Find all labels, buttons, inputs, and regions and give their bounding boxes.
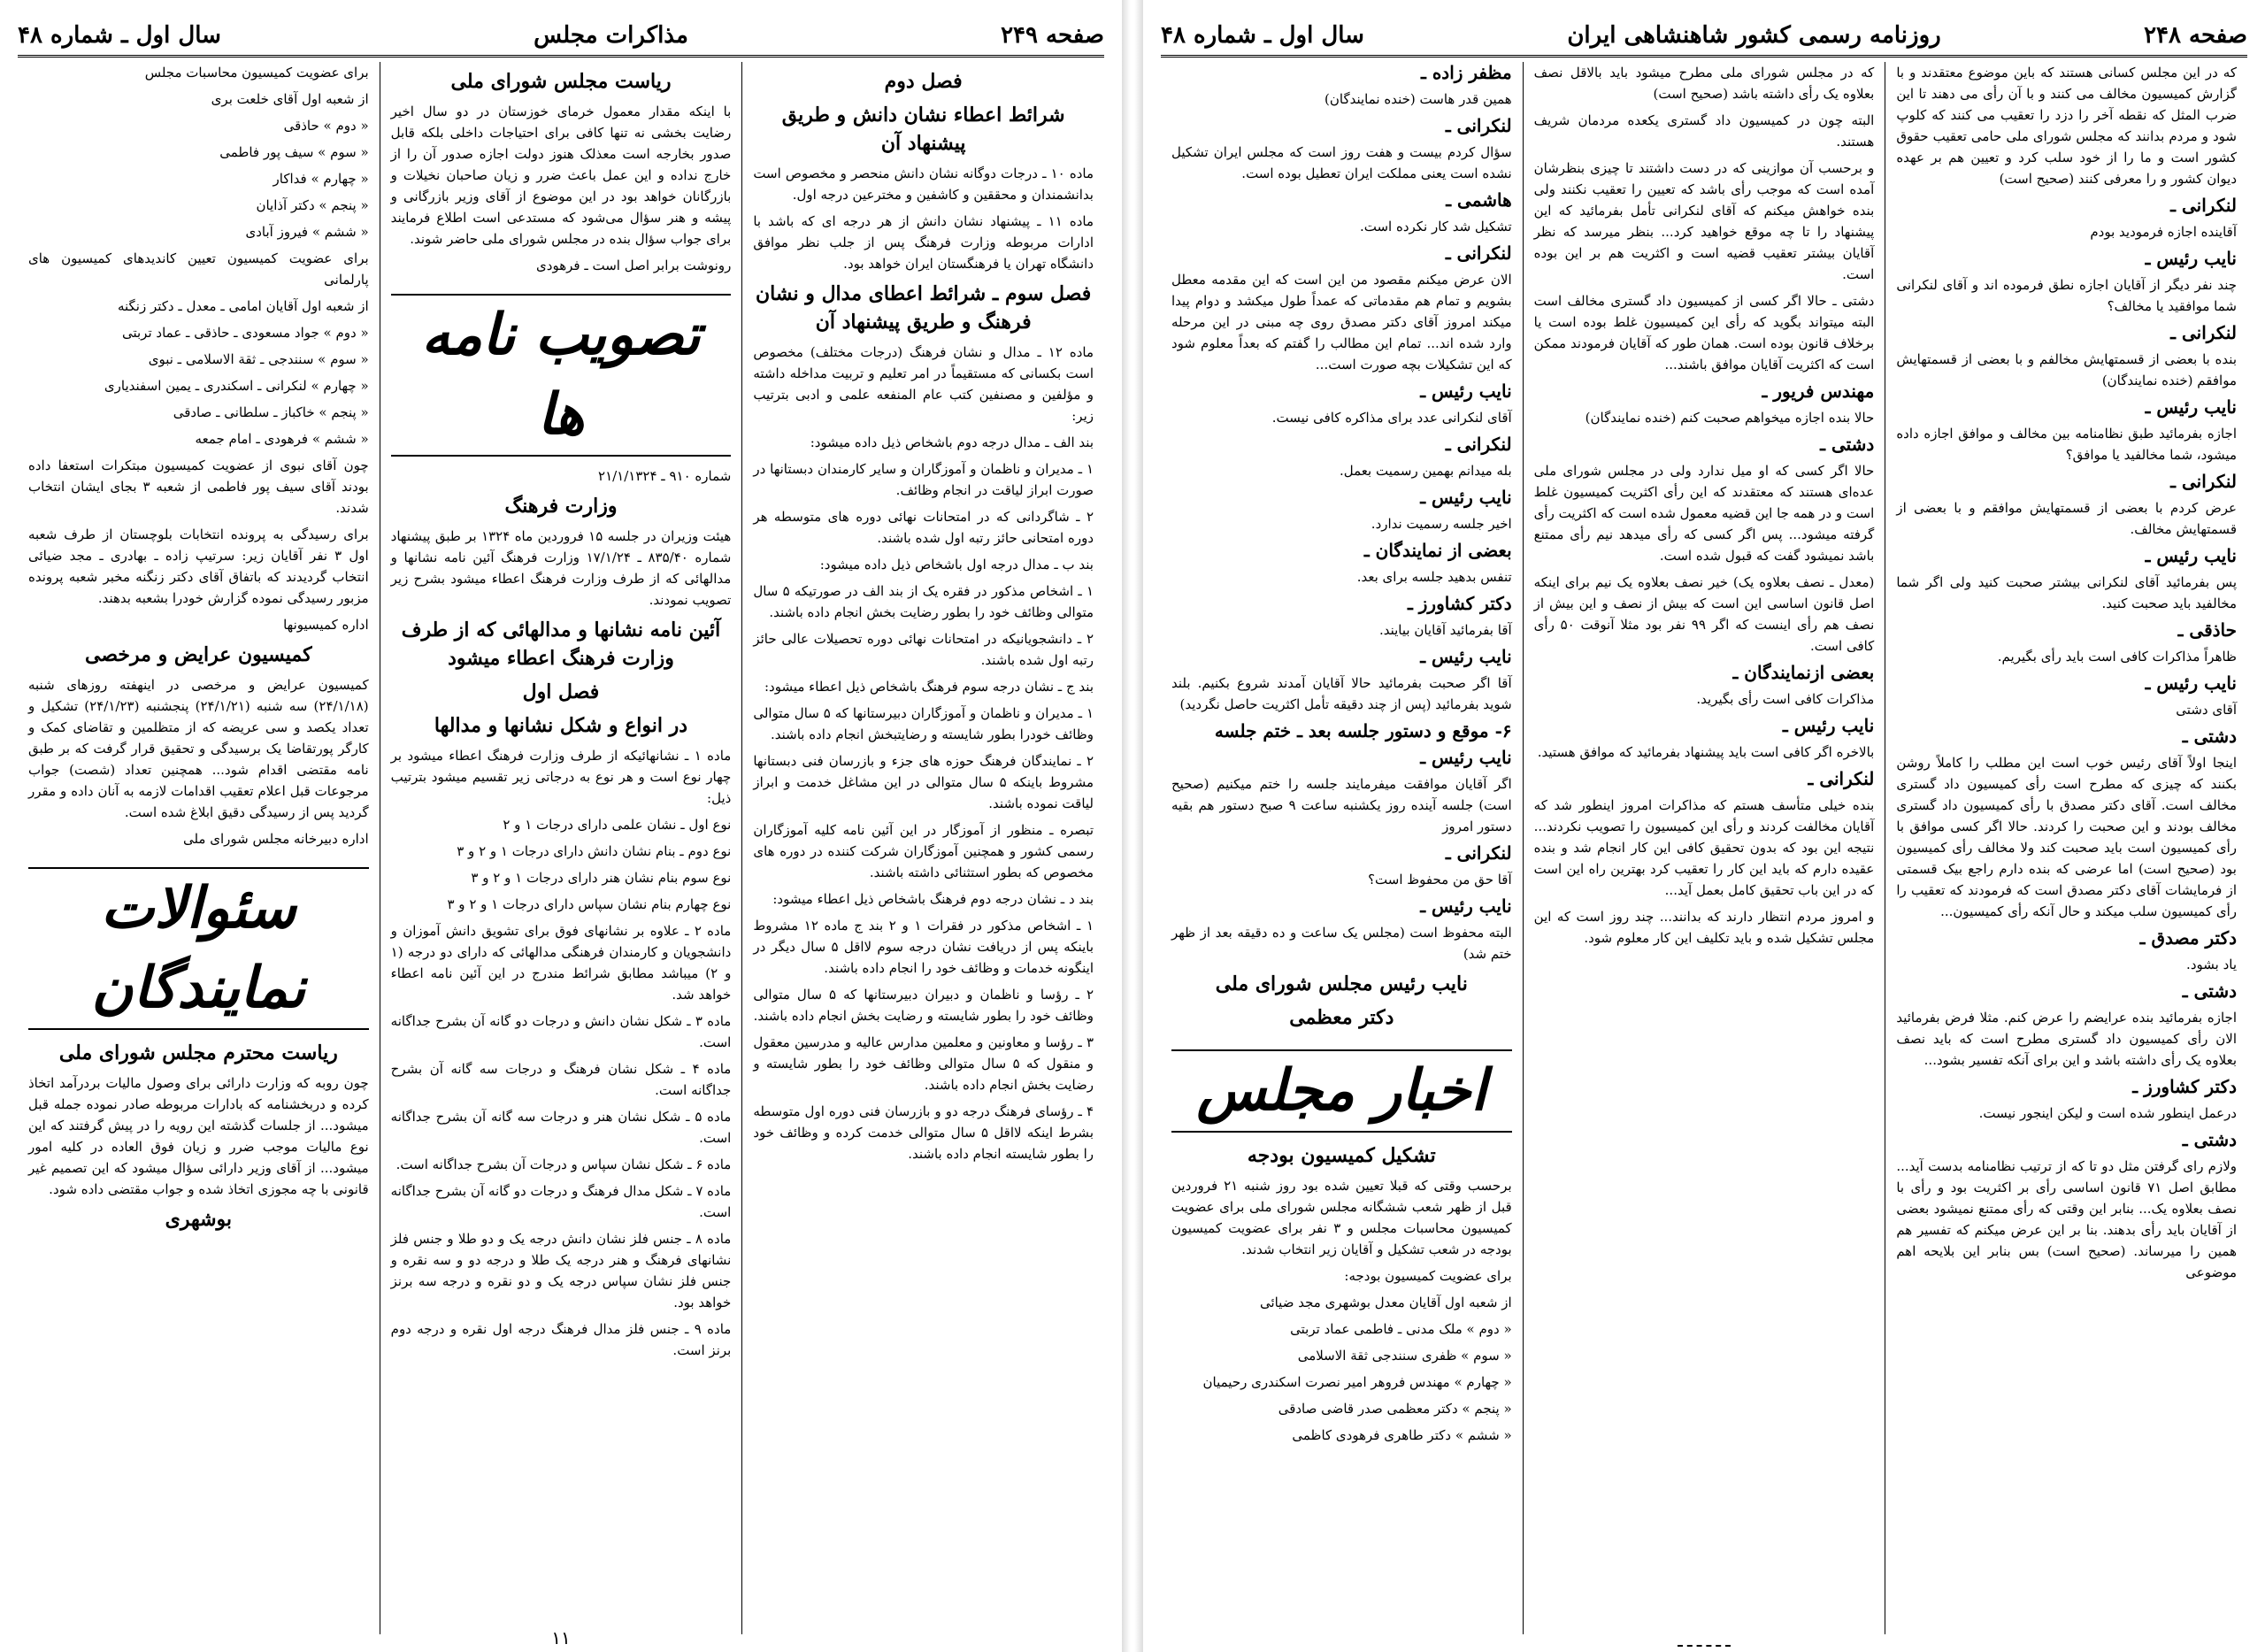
paragraph: تشکیل شد کار نکرده است. (1359, 219, 1512, 234)
speaker-name: بعضی ازنمایندگان ـ (1732, 662, 1875, 683)
paragraph: نوع سوم بنام نشان هنر دارای درجات ۱ و ۲ و ۳ (471, 870, 732, 886)
column-middle (1523, 62, 1885, 1634)
paragraph: تبصره ـ منظور از آموزگار در این آئین نامه کلیه آموزگاران رسمی کشور و همچنین آموزگاران شرکت کننده در دوره های مخصوص که بطور استثنائی داشته باشند. (753, 822, 1094, 880)
paragraph: برحسب وقتی که قبلا تعیین شده بود روز شنبه ۲۱ فروردین قبل از ظهر شعب ششگانه مجلس شورای ملی برای عضویت کمیسیون محاسبات مجلس و ۳ نفر برای عضویت کمیسیون بودجه در شعب تشکیل و آقایان زیر انتخاب شدند. (1171, 1178, 1512, 1257)
paragraph: ماده ۱۲ ـ مدال و نشان فرهنگ (درجات مختلف) مخصوص است بکسانی که مستقیماً در امر تعلیم و تربیت مداخله داشته و مؤلفین و مصنفین کتب عام المنفعه علمی و ادبی بترتیب زیر: (753, 344, 1094, 424)
paragraph: الان عرض میکنم مقصود من این است که این مقدمه معطل بشویم و تمام هم مقدماتی که عمداً طول میکشد و دوام پیدا میکند امروز آقای دکتر مصدق روی چه مبنی در این مرحله وارد شده اند... تمام این مطالب را گفتم که بعداً معلوم شود که این تشکیلات بچه صورت است... (1171, 272, 1512, 373)
issue-number: سال اول ـ شماره ۴۸ (1161, 22, 1364, 49)
page-number: صفحه ۲۴۹ (1001, 22, 1104, 49)
page-249 (0, 0, 1122, 1652)
paragraph: اجازه بفرمائید بنده عرایضم را عرض کنم. مثلا فرض بفرمائید الان رأی کمیسیون داد گستری مطرح است که باید نصف بعلاوه یک رأی داشته باشد و این برای آنکه تفسیر بشود... (1896, 1010, 2237, 1068)
section-heading: فصل اول (522, 680, 600, 703)
speaker-name: لنکرانی ـ (1808, 768, 1875, 789)
paragraph: « ششم » فرهودی ـ امام جمعه (195, 431, 369, 447)
paragraph: آقا حق من محفوظ است؟ (1368, 872, 1512, 887)
section-heading: نایب رئیس مجلس شورای ملی (1215, 972, 1468, 995)
paragraph: با اینکه مقدار معمول خرمای خوزستان در دو سال اخیر رضایت بخشی نه تنها کافی برای احتیاجات داخلی بلکه قابل صدور بخارجه است معذلک هنوز دولت اجازه صدور آن را از خارج نداده و این عمل باعث ضرر و زیان صاحبان نخیلات و بازرگانان خواهد بود در این موضوع از آقای وزیر بازرگانی و پیشه و هنر سؤال می‌شود که مستدعی است اطلاع فرمایند برای جواب سؤال بنده در مجلس شورای ملی حاضر شوند. (390, 104, 732, 247)
paragraph: هیئت وزیران در جلسه ۱۵ فروردین ماه ۱۳۲۴ بر طبق پیشنهاد شماره ۸۳۵/۴۰ ـ ۱۷/۱/۲۴ وزارت فرهنگ آئین نامه نشانها و مدالهائی که از طرف وزارت فرهنگ اعطاء میشود بشرح زیر تصویب نمودند. (390, 528, 732, 608)
paragraph: « پنجم » خاکباز ـ سلطانی ـ صادقی (173, 404, 369, 420)
paragraph: آقا اگر صحبت بفرمائید حالا آقایان آمدند شروع بکنیم. بلند شوید بفرمائید (پس از چند دقیقه تأمل اکثریت حاصل نگردید) (1171, 675, 1512, 712)
speaker-name: ۶- موقع و دستور جلسه بعد ـ ختم جلسه (1214, 720, 1512, 741)
speaker-name: بعضی از نمایندگان ـ (1363, 540, 1512, 561)
paragraph: پس بفرمائید آقای لنکرانی بیشتر صحبت کنید ولی اگر شما مخالفید باید صحبت کنید. (1896, 574, 2237, 611)
paragraph: آقا بفرمائید آقایان بیایند. (1378, 622, 1512, 638)
paragraph: « دوم » ملک مدنی ـ فاطمی عماد تربتی (1290, 1321, 1512, 1337)
page-number: صفحه ۲۴۸ (2144, 22, 2247, 49)
speaker-name: دشتی ـ (2182, 726, 2237, 747)
paragraph: (معدل ـ نصف بعلاوه یک) خیر نصف بعلاوه یک نیم برای اینکه اصل قانون اساسی این است که بیش از نصف و این بیش از نصف هم رأی اینست که اگر ۹۹ نفر بود مثلا آنوقت ۵۰ رأی کافی است. (1533, 574, 1875, 654)
speaker-name: نایب رئیس ـ (1420, 747, 1512, 768)
paragraph: و برحسب آن موازینی که در دست داشتند تا چیزی بنظرشان آمده است که موجب رأی باشد که تعیین را تعقیب نکنند ولی بنده خواهش میکنم که آقای لنکرانی تأمل بفرمائید که این پیشنهاد را تا چه موقع خواهید کرد... بنظر میرسد که نظر آقایان بیشتر تعقیب قضیه است و اکثریت هم بر این بوده است. (1533, 160, 1875, 282)
publisher-seal-icon (1678, 1627, 1731, 1647)
paragraph: از شعبه اول آقای خلعت بری (211, 91, 369, 107)
speaker-name: نایب رئیس ـ (1420, 487, 1512, 508)
speaker-name: نایب رئیس ـ (1782, 715, 1875, 736)
column-left (18, 62, 380, 1634)
section-heading: فصل سوم ـ شرائط اعطای مدال و نشان فرهنگ و طریق پیشنهاد آن (756, 282, 1092, 334)
section-heading: شرائط اعطاء نشان دانش و طریق پیشنهاد آن (781, 104, 1065, 155)
paragraph: ۲ ـ نمایندگان فرهنگ حوزه های جزء و بازرسان فنی دبستانها مشروط باینکه ۵ سال متوالی در این مشاغل خدمت و ابراز لیاقت نموده باشند. (753, 753, 1094, 811)
paragraph: درعمل اینطور شده است و لیکن اینجور نیست. (1978, 1105, 2237, 1121)
speaker-name: دکتر کشاورز ـ (2132, 1076, 2237, 1097)
paragraph: بله میدانم بهمین رسمیت بعمل. (1339, 463, 1512, 479)
section-heading: آئین نامه نشانها و مدالهائی که از طرف وزارت فرهنگ اعطاء میشود (401, 619, 721, 670)
section-heading: کمیسیون عرایض و مرخصی (85, 643, 312, 666)
paragraph: برای عضویت کمیسیون محاسبات مجلس (144, 65, 369, 81)
paragraph: که در مجلس شورای ملی مطرح میشود باید بالاقل نصف بعلاوه یک رأی داشته باشد (صحیح است) (1533, 65, 1875, 102)
paragraph: یاد بشود. (2186, 957, 2237, 972)
paragraph: و امروز مردم انتظار دارند که بدانند... چند روز است که این مجلس تشکیل شده و باید تکلیف این کار معلوم شود. (1533, 909, 1875, 946)
paragraph: رونوشت برابر اصل است ـ فرهودی (536, 257, 732, 273)
speaker-name: لنکرانی ـ (2170, 195, 2237, 216)
column-middle (380, 62, 742, 1634)
paragraph: « ششم » فیروز آبادی (245, 224, 369, 240)
paragraph: بند ج ـ نشان درجه سوم فرهنگ باشخاص ذیل اعطاء میشود: (764, 679, 1094, 695)
paragraph: ماده ۹ ـ جنس فلز مدال فرهنگ درجه اول نقره و درجه دوم برنز است. (390, 1321, 732, 1358)
section-banner: اخبار مجلس (1171, 1049, 1512, 1133)
paragraph: از شعبه اول آقایان معدل بوشهری مجد ضیائی (1259, 1295, 1512, 1310)
column-left (1161, 62, 1523, 1634)
section-heading: وزارت فرهنگ (504, 495, 618, 518)
paragraph: نوع دوم ـ بنام نشان دانش دارای درجات ۱ و ۲ و ۳ (457, 843, 732, 859)
paragraph: آقاینده اجازه فرمودید بودم (2090, 224, 2237, 240)
paragraph: « چهارم » فداکار (273, 171, 369, 187)
speaker-name: لنکرانی ـ (1445, 242, 1512, 264)
speaker-name: نایب رئیس ـ (2145, 672, 2237, 694)
section-heading: فصل دوم (884, 70, 963, 93)
paragraph: « پنجم » دکتر آذایان (256, 197, 369, 213)
page-title: مذاکرات مجلس (534, 22, 688, 49)
paragraph: ماده ۱۱ ـ پیشنهاد نشان دانش از هر درجه ای که باشد با ادارات مربوطه وزارت فرهنگ پس از جلب نظر موافق دانشگاه تهران یا فرهنگستان ایران خواهد بود. (753, 213, 1094, 272)
paragraph: البته محفوظ است (مجلس یک ساعت و ده دقیقه بعد از ظهر ختم شد) (1171, 925, 1512, 962)
paragraph: سؤال کردم بیست و هفت روز است که مجلس ایران تشکیل نشده است یعنی مملکت ایران تعطیل بوده است. (1171, 144, 1512, 181)
paragraph: اجازه بفرمائید طبق نظامنامه بین مخالف و موافق اجازه داده میشود، شما مخالفید یا موافق؟ (1896, 426, 2237, 463)
paragraph: بالاخره اگر کافی است باید پیشنهاد بفرمائید که موافق هستید. (1537, 744, 1875, 760)
speaker-name: هاشمی ـ (1446, 189, 1512, 211)
paragraph: « سوم » ظفری سنندجی ثقة الاسلامی (1297, 1348, 1512, 1364)
section-banner: تصویب نامه ها (391, 294, 732, 457)
speaker-name: لنکرانی ـ (2170, 322, 2237, 343)
section-heading: تشکیل کمیسیون بودجه (1247, 1144, 1436, 1167)
section-heading: ریاست مجلس شورای ملی (450, 70, 672, 93)
paragraph: کمیسیون عرایض و مرخصی در اینهفته روزهای شنبه (۲۴/۱/۱۸) سه شنبه (۲۴/۱/۲۱) پنجشنبه (۲۴/۱/۲۳) تشکیل و تعداد یکصد و سی عریضه که از متظلمین و تقاضای کمک و کارگر پورتقاضا یک برسیدگی و تحقیق قرار گرفت که بر طبق نامه مقتضی اقدام شود... همچنین تعداد (شصت) جواب مرجوعات قبل اعلام تعقیب اقدامات لازمه به آنان داده و مقرر گردید پس از رسیدگی دقیق ابلاغ شده است. (27, 677, 369, 820)
paragraph: ۳ ـ رؤسا و معاونین و معلمین مدارس عالیه و مدرسین معقول و منقول که ۵ سال متوالی وظائف خود را بطور شایسته و رضایت بخش انجام داده باشند. (753, 1034, 1094, 1093)
paragraph: برای رسیدگی به پرونده انتخابات بلوچستان از طرف شعبه اول ۳ نفر آقایان زیر: سرتیپ زاده ـ بهادری ـ مجد ضیائی انتخاب گردیدند که باتفاق آقای دکتر زنگنه مخبر شعبه پرونده مزبور رسیدگی نموده گزارش خودرا بشعبه بدهند. (27, 526, 369, 606)
paragraph: ماده ۸ ـ جنس فلز نشان دانش درجه یک و دو طلا و جنس فلز نشانهای فرهنگ و هنر درجه یک طلا و درجه دو و سه نقره و جنس فلز نشان سپاس درجه یک و دو نقره و درجه سه برنز خواهد بود. (390, 1231, 732, 1310)
paragraph: ماده ۶ ـ شکل نشان سپاس و درجات آن بشرح جداگانه است. (395, 1156, 732, 1172)
page-header (1161, 16, 2247, 58)
paragraph: ۲ ـ دانشجویانیکه در امتحانات نهائی دوره تحصیلات عالی حائز رتبه اول شده باشند. (753, 631, 1094, 668)
page-title: روزنامه رسمی کشور شاهنشاهی ایران (1567, 22, 1941, 49)
paragraph: که در این مجلس کسانی هستند که باین موضوع معتقدند و با گزارش کمیسیون مخالف می کنند و با آن رأی می دهند تا این ضرب المثل که نقطه آخر را دزد را تعقیب می کنند که کلوپ شود و مردم بدانند که مجلس شورای ملی حامی تعقیب حقوق کشور است و ما را از خود سلب کرد و تعیین هم بر عهده دیوان کشور و را معرفی کنند (صحیح است) (1896, 65, 2237, 187)
paragraph: برای عضویت کمیسیون بودجه: (1344, 1268, 1512, 1284)
paragraph: برای عضویت کمیسیون تعیین کاندیدهای کمیسیون های پارلمانی (27, 250, 369, 288)
speaker-name: لنکرانی ـ (1445, 842, 1512, 864)
paragraph: شماره ۹۱۰ ـ ۲۱/۱/۱۳۲۴ (598, 468, 732, 484)
paragraph: ولازم رای گرفتن مثل دو تا که از ترتیب نظامنامه بدست آید... مطابق اصل ۷۱ قانون اساسی رأی بر اکثریت بود و رأی با نصف بعلاوه یک... بنابر این وقتی که رأی ممتنع نمیشود بعضی از آقایان باید رأی بدهند. بنا بر این عرض میکنم که تفسیر هم همین را میرساند. (صحیح است) بس بنابر این بلایحه اهم موضوعی (1896, 1158, 2237, 1280)
paragraph: چون روبه که وزارت دارائی برای وصول مالیات بردرآمد اتخاذ کرده و دربخشنامه که بادارات مربوطه صادر نموده جمله قبل میشود... از جلسات گذشته این رویه را در پیش گرفتند که این نوع مالیات موجب ضرر و زیان فوق العاده در کلیه امور میشود... از آقای وزیر دارائی سؤال میشود که این تصمیم غیر قانونی با چه مجوزی اتخاذ شده و جواب مقتضی داده شود. (27, 1075, 369, 1197)
paragraph: بند الف ـ مدال درجه دوم باشخاص ذیل داده میشود: (810, 434, 1094, 450)
speaker-name: مهندس فریور ـ (1762, 380, 1875, 402)
paragraph: ماده ۱۰ ـ درجات دوگانه نشان دانش منحصر و مخصوص است بدانشمندان و محققین و کاشفین و مخترعین درجه اول. (753, 165, 1094, 203)
column-right (741, 62, 1104, 1634)
section-heading: بوشهری (165, 1208, 233, 1231)
paragraph: بند د ـ نشان درجه دوم فرهنگ باشخاص ذیل اعطاء میشود: (772, 891, 1094, 907)
paragraph: ماده ۴ ـ شکل نشان فرهنگ و درجات سه گانه آن بشرح جداگانه است. (390, 1061, 732, 1098)
paragraph: حالا بنده اجازه میخواهم صحبت کنم (خنده نمایندگان) (1585, 410, 1875, 426)
speaker-name: نایب رئیس ـ (1420, 895, 1512, 917)
speaker-name: نایب رئیس ـ (2145, 248, 2237, 269)
paragraph: همین قدر هاست (خنده نمایندگان) (1324, 91, 1512, 107)
paragraph: ماده ۲ ـ علاوه بر نشانهای فوق برای تشویق دانش آموزان و دانشجویان و کارمندان فرهنگی مدالهائی که دارای دو درجه (۱ و ۲) میباشد مطابق شرائط مندرج در این آئین نامه اعطاء خواهد شد. (390, 923, 732, 1003)
paragraph: ماده ۷ ـ شکل مدال فرهنگ و درجات دو گانه آن بشرح جداگانه است. (390, 1183, 732, 1220)
page-gutter (1122, 0, 1143, 1652)
column-right (1885, 62, 2247, 1634)
paragraph: اگر آقایان موافقت میفرمایند جلسه را ختم میکنیم (صحیح است) جلسه آینده روز یکشنبه ساعت ۹ صبح دستور هم بقیه دستور امروز (1171, 776, 1512, 834)
footer-page-number: ۱۱ (551, 1627, 571, 1648)
paragraph: « چهارم » مهندس فروهر امیر نصرت اسکندری رحیمیان (1202, 1374, 1512, 1390)
section-heading: دکتر معظمی (1289, 1006, 1394, 1029)
paragraph: البته چون در کمیسیون داد گستری یکعده مردمان شریف هستند. (1533, 112, 1875, 150)
paragraph: ۱ ـ مدیران و ناظمان و آموزگاران دبیرستانها که ۵ سال متوالی وظائف خودرا بطور شایسته و رضایتبخش انجام داده باشند. (753, 705, 1094, 742)
paragraph: مذاکرات کافی است رأی بگیرید. (1696, 691, 1875, 707)
section-heading: ریاست محترم مجلس شورای ملی (58, 1041, 338, 1064)
paragraph: ۲ ـ شاگردانی که در امتحانات نهائی دوره های متوسطه هر دوره امتحانی حائز رتبه اول شده باشند. (753, 509, 1094, 546)
speaker-name: دشتی ـ (1820, 434, 1875, 455)
columns (18, 62, 1104, 1634)
issue-number: سال اول ـ شماره ۴۸ (18, 22, 221, 49)
speaker-name: نایب رئیس ـ (2145, 396, 2237, 418)
speaker-name: دکتر کشاورز ـ (1407, 593, 1512, 614)
paragraph: آقای دشتی (2176, 702, 2237, 718)
speaker-name: دشتی ـ (2182, 1129, 2237, 1150)
section-banner: سئوالات نمایندگان (28, 867, 369, 1030)
paragraph: حالا اگر کسی که او میل ندارد ولی در مجلس شورای ملی عده‌ای هستند که معتقدند که این رأی اکثریت کمیسیون غلط است و در همه جا این قضیه معمول شده است که اکثریت رأی گرفته میشود... پس اگر کسی که رأی میدهد نیم رأی ممتنع باشد نمیشود گفت که قبول شده است. (1533, 463, 1875, 564)
paragraph: دشتی ـ حالا اگر کسی از کمیسیون داد گستری مخالف است البته میتواند بگوید که رأی این کمیسیون غلط بوده است یا برخلاف قانون بوده است. همان طور که آقایان فرمودند ممکن است که اکثریت آقایان موافق باشند... (1533, 293, 1875, 373)
paragraph: چند نفر دیگر از آقایان اجازه نطق فرموده اند و آقای لنکرانی شما موافقید یا مخالف؟ (1896, 277, 2237, 314)
paragraph: اداره دبیرخانه مجلس شورای ملی (182, 831, 369, 847)
paragraph: « پنجم » دکتر معظمی صدر قاضی صادقی (1278, 1401, 1512, 1417)
paragraph: بنده با بعضی از قسمتهایش مخالفم و با بعضی از قسمتهایش موافقم (خنده نمایندگان) (1896, 351, 2237, 388)
paragraph: ۲ ـ رؤسا و ناظمان و دبیران دبیرستانها که ۵ سال متوالی وظائف خود را بطور شایسته و رضایت بخش انجام داده باشند. (753, 987, 1094, 1024)
paragraph: ۴ ـ رؤسای فرهنگ درجه دو و بازرسان فنی دوره اول متوسطه بشرط اینکه لااقل ۵ سال متوالی خدمت کرده و وظائف خود را بطور شایسته انجام داده باشند. (753, 1103, 1094, 1162)
page-header (18, 16, 1104, 58)
paragraph: عرض کردم با بعضی از قسمتهایش موافقم و با بعضی از قسمتهایش مخالف. (1896, 500, 2237, 537)
paragraph: از شعبه اول آقایان امامی ـ معدل ـ دکتر زنگنه (117, 298, 369, 314)
paragraph: اینجا اولاً آقای رئیس خوب است این مطلب را کاملاً روشن بکنند که چیزی که مطرح است رأی کمیسیون داد گستری مخالف است. آقای دکتر مصدق با رأی کمیسیون داد گستری مخالف بودند و این صحبت را کردند. حالا اگر کسی موافق با رأی کمیسیون است باید صحبت کند ولا مخالف رأی کمیسیون بود (صحیح است) اما عرضی که بنده دارم راجع بیک قسمتی از فرمایشات آقای دکتر مصدق است که فرمودند که تعقیب را رأی کمیسیون سلب میکند و حال آنکه رأی کمیسیون... (1896, 755, 2237, 919)
speaker-name: دکتر مصدق ـ (2139, 927, 2237, 949)
speaker-name: حاذقی ـ (2177, 619, 2237, 641)
paragraph: « ششم » دکتر طاهری فرهودی کاظمی (1292, 1427, 1512, 1443)
section-heading: در انواع و شکل نشانها و مدالها (434, 714, 688, 737)
speaker-name: دشتی ـ (2182, 980, 2237, 1002)
paragraph: آقای لنکرانی عدد برای مذاکره کافی نیست. (1271, 410, 1512, 426)
paragraph: نوع چهارم بنام نشان سپاس دارای درجات ۱ و ۲ و ۳ (447, 896, 732, 912)
paragraph: « دوم » جواد مسعودی ـ حاذقی ـ عماد تربتی (121, 325, 369, 341)
paragraph: بند ب ـ مدال درجه اول باشخاص ذیل داده میشود: (819, 557, 1094, 572)
columns (1161, 62, 2247, 1634)
paragraph: تنفس بدهید جلسه برای بعد. (1356, 569, 1512, 585)
page-248 (1143, 0, 2265, 1652)
speaker-name: لنکرانی ـ (1445, 115, 1512, 136)
speaker-name: لنکرانی ـ (1445, 434, 1512, 455)
paragraph: ۱ ـ اشخاص مذکور در فقره یک از بند الف در صورتیکه ۵ سال متوالی وظائف خود را بطور رضایت بخش انجام داده باشند. (753, 583, 1094, 620)
paragraph: ۱ ـ اشخاص مذکور در فقرات ۱ و ۲ بند ج ماده ۱۲ مشروط باینکه پس از دریافت نشان درجه سوم لااقل ۵ سال دیگر در اینگونه خدمات و وظائف خود را انجام داده باشند. (753, 918, 1094, 976)
paragraph: نوع اول ـ نشان علمی دارای درجات ۱ و ۲ (503, 817, 732, 833)
speaker-name: نایب رئیس ـ (1420, 380, 1512, 402)
paragraph: بنده خیلی متأسف هستم که مذاکرات امروز اینطور شد که آقایان مخالفت کردند و رأی این کمیسیون را تصویب نکردند... نتیجه این بود که بدون تحقیق کافی این کار انجام شد و بنده عقیده دارم که باید این کار را تعقیب کرد بهترین راه این است که در این باب تحقیق کامل بعمل آید... (1533, 797, 1875, 898)
paragraph: چون آقای نبوی از عضویت کمیسیون مبتکرات استعفا داده بودند آقای سیف پور فاطمی از شعبه ۳ بجای ایشان انتخاب شدند. (27, 457, 369, 516)
paragraph: « چهارم » لنکرانی ـ اسکندری ـ یمین اسفندیاری (104, 378, 369, 394)
paragraph: ظاهراً مذاکرات کافی است باید رأی بگیریم. (1997, 649, 2237, 665)
speaker-name: لنکرانی ـ (2170, 471, 2237, 492)
paragraph: ماده ۳ ـ شکل نشان دانش و درجات دو گانه آن بشرح جداگانه است. (390, 1013, 732, 1050)
paragraph: ماده ۱ ـ نشانهائیکه از طرف وزارت فرهنگ اعطاء میشود بر چهار نوع است و هر نوع به درجاتی زیر تقسیم میشود بترتیب ذیل: (390, 748, 732, 806)
paragraph: ۱ ـ مدیران و ناظمان و آموزگاران و سایر کارمندان دبستانها در صورت ابراز لیاقت در انجام وظائف. (753, 461, 1094, 498)
speaker-name: مظفر زاده ـ (1421, 62, 1512, 83)
paragraph: اخیر جلسه رسمیت ندارد. (1371, 516, 1512, 532)
paragraph: ماده ۵ ـ شکل نشان هنر و درجات سه گانه آن بشرح جداگانه است. (390, 1109, 732, 1146)
paragraph: « سوم » سنندجی ـ ثقة الاسلامی ـ نبوی (148, 351, 369, 367)
paragraph: « سوم » سیف پور فاطمی (219, 144, 369, 160)
paragraph: « دوم » حاذقی (283, 118, 369, 134)
speaker-name: نایب رئیس ـ (1420, 646, 1512, 667)
speaker-name: نایب رئیس ـ (2145, 545, 2237, 566)
paragraph: اداره کمیسیونها (283, 617, 369, 633)
